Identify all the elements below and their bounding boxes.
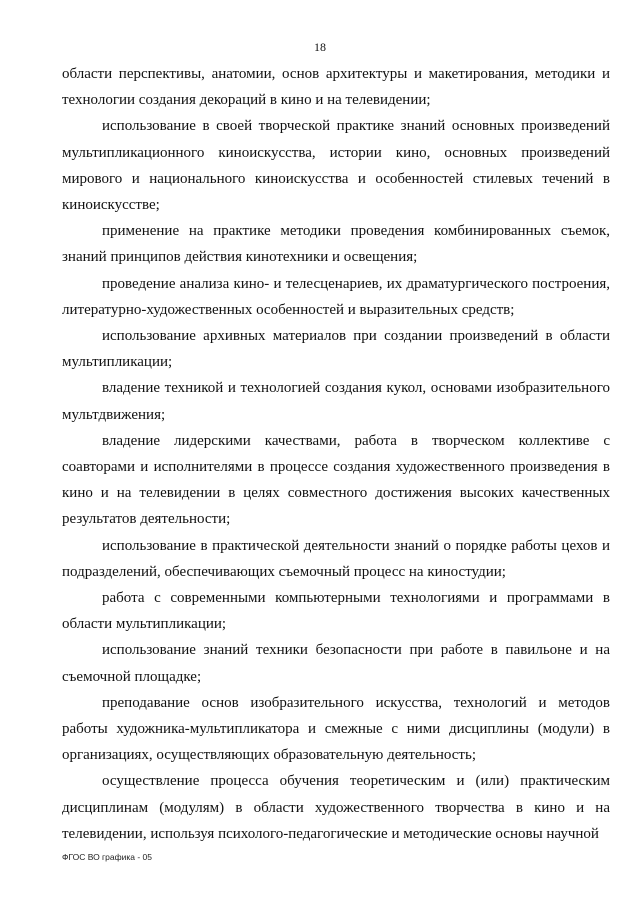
document-body — [62, 61, 610, 847]
paragraph: осуществление процесса обучения теоретическим и (или) практическим дисциплинам (модулям) в области художественного творчества в кино и на телевидении, используя психолого-педагогические и методические основы научной — [62, 773, 610, 842]
paragraph: применение на практике методики проведения комбинированных съемок, знаний принципов действия кинотехники и освещения; — [62, 223, 610, 266]
paragraph: работа с современными компьютерными технологиями и программами в области мультипликации; — [62, 590, 610, 633]
paragraph: преподавание основ изобразительного искусства, технологий и методов работы художника-мультипликатора и смежные с ними дисциплины (модули) в организациях, осуществляющих образовательную деятельность; — [62, 694, 610, 764]
paragraph: владение техникой и технологией создания кукол, основами изобразительного мультдвижения; — [62, 380, 610, 423]
paragraph: использование в практической деятельности знаний о порядке работы цехов и подразделений, обеспечивающих съемочный процесс на киностудии; — [62, 537, 610, 580]
page-number: 18 — [314, 40, 326, 54]
paragraph: использование в своей творческой практике знаний основных произведений мультипликационного киноискусства, истории кино, основных произведений мирового и национального киноискусства и особенностей стилевых течений в киноискусстве; — [62, 118, 610, 214]
paragraph: владение лидерскими качествами, работа в творческом коллективе с соавторами и исполнителями в процессе создания художественного произведения в кино и на телевидении в целях совместного достижения высоких качественных результатов деятельности; — [62, 432, 610, 528]
footer-stamp: ФГОС ВО графика - 05 — [62, 852, 152, 862]
paragraph: использование архивных материалов при создании произведений в области мультипликации; — [62, 328, 610, 371]
paragraph: использование знаний техники безопасности при работе в павильоне и на съемочной площадке; — [62, 642, 610, 685]
paragraph: проведение анализа кино- и телесценариев, их драматургического построения, литературно-художественных особенностей и выразительных средств; — [62, 275, 610, 318]
paragraph: области перспективы, анатомии, основ архитектуры и макетирования, методики и технологии создания декораций в кино и на телевидении; — [62, 66, 610, 109]
